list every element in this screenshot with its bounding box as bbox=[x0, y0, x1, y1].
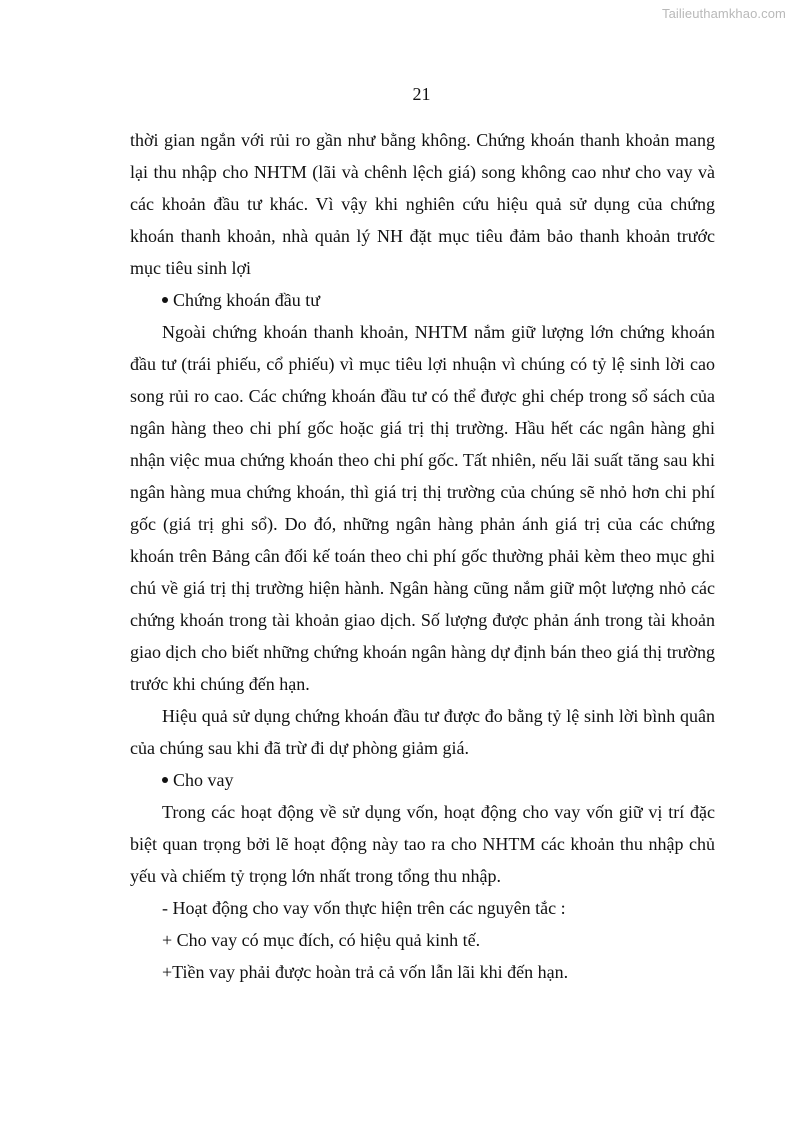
page-number: 21 bbox=[412, 84, 431, 104]
list-item-purpose: + Cho vay có mục đích, có hiệu quả kinh tế. bbox=[162, 930, 481, 950]
list-item-repayment: +Tiền vay phải được hoàn trả cả vốn lẫn lãi khi đến hạn. bbox=[162, 962, 569, 982]
watermark: Tailieuthamkhao.com bbox=[661, 6, 786, 21]
paragraph-lending: Trong các hoạt động về sử dụng vốn, hoạt động cho vay vốn giữ vị trí đặc biệt quan trọng bởi lẽ hoạt động này tao ra cho NHTM các khoản thu nhập chủ yếu và chiếm tỷ trọng lớn nhất trong tổng thu nhập. bbox=[130, 802, 715, 886]
bullet-label: Chứng khoán đầu tư bbox=[173, 290, 320, 310]
document-body bbox=[130, 124, 715, 988]
paragraph-investment-securities: Ngoài chứng khoán thanh khoản, NHTM nắm giữ lượng lớn chứng khoán đầu tư (trái phiếu, cổ phiếu) vì mục tiêu lợi nhuận vì chúng có tỷ lệ sinh lời cao song rủi ro cao. Các chứng khoán đầu tư có thể được ghi chép trong sổ sách của ngân hàng theo chi phí gốc hoặc giá trị thị trường. Hầu hết các ngân hàng ghi nhận việc mua chứng khoán theo chi phí gốc. Tất nhiên, nếu lãi suất tăng sau khi ngân hàng mua chứng khoán, thì giá trị thị trường của chúng sẽ nhỏ hơn chi phí gốc (giá trị ghi sổ). Do đó, những ngân hàng phản ánh giá trị của các chứng khoán trên Bảng cân đối kế toán theo chi phí gốc thường phải kèm theo mục ghi chú về giá trị thị trường hiện hành. Ngân hàng cũng nắm giữ một lượng nhỏ các chứng khoán trong tài khoản giao dịch. Số lượng được phản ánh trong tài khoản giao dịch cho biết những chứng khoán ngân hàng dự định bán theo giá thị trường trước khi chúng đến hạn. bbox=[130, 322, 715, 694]
bullet-dot-icon bbox=[162, 297, 168, 303]
paragraph-investment-efficiency: Hiệu quả sử dụng chứng khoán đầu tư được đo bằng tỷ lệ sinh lời bình quân của chúng sau khi đã trừ đi dự phòng giảm giá. bbox=[130, 706, 715, 758]
bullet-investment-securities bbox=[130, 284, 715, 316]
bullet-lending bbox=[130, 764, 715, 796]
bullet-dot-icon bbox=[162, 777, 168, 783]
paragraph-liquidity-continuation: thời gian ngắn với rủi ro gần như bằng không. Chứng khoán thanh khoản mang lại thu nhập cho NHTM (lãi và chênh lệch giá) song không cao như cho vay và các khoản đầu tư khác. Vì vậy khi nghiên cứu hiệu quả sử dụng của chứng khoán thanh khoản, nhà quản lý NH đặt mục tiêu đảm bảo thanh khoản trước mục tiêu sinh lợi bbox=[130, 130, 715, 278]
list-item-lending-principles: - Hoạt động cho vay vốn thực hiện trên các nguyên tắc : bbox=[162, 898, 566, 918]
bullet-label: Cho vay bbox=[173, 770, 234, 790]
